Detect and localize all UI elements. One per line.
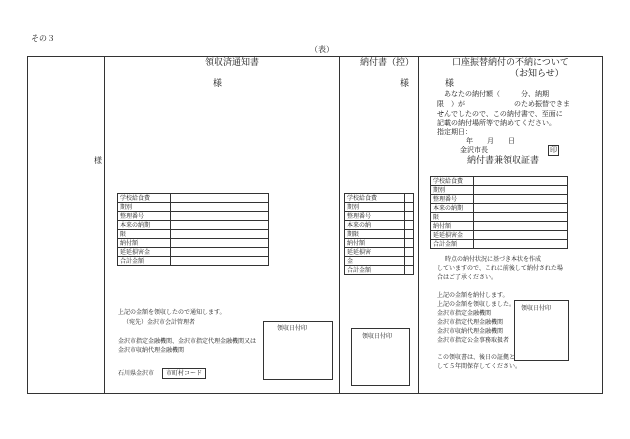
divider-mid — [339, 56, 340, 394]
right-title: 口座振替納付の不納について — [452, 58, 569, 68]
row-label: 学校給食費 — [345, 194, 405, 203]
row-label: 限 — [431, 213, 474, 222]
stub-stamp-label: 領収日付印 — [362, 333, 393, 340]
date-fields: 年 月 日 — [466, 137, 515, 145]
row-label: 金 — [345, 257, 405, 266]
stub-title: 納付書（控） — [360, 58, 415, 68]
right-receipt-table — [430, 176, 568, 249]
front-side-label: （表） — [310, 45, 334, 54]
paid-line-1: 上記の金額を納付します。 — [437, 292, 509, 299]
receipt-notice-title: 領収済通知書 — [205, 58, 260, 68]
body-line-2: 限 ）が のため振替できま — [437, 100, 570, 108]
row-label: 学校給食費 — [431, 177, 474, 186]
row-label: 整理番号 — [431, 195, 474, 204]
stub-sama: 様 — [400, 79, 410, 89]
right-stamp-label: 領収日付印 — [521, 305, 552, 312]
row-label: 学校給食費 — [118, 194, 171, 203]
receipt-stamp-box — [263, 321, 333, 380]
mayor-label: 金沢市長 — [460, 146, 488, 154]
divider-left — [104, 56, 105, 394]
notice-line-2: （宛先）金沢市会計管理者 — [123, 319, 196, 326]
row-label: 延延損害 — [345, 248, 405, 257]
right-sama: 様 — [445, 79, 455, 89]
mayor-seal: 印 — [550, 146, 557, 154]
row-label: 整理番号 — [118, 212, 171, 221]
right-subtitle: （お知らせ） — [510, 69, 564, 79]
row-label: 期別 — [118, 203, 171, 212]
row-label: 期別 — [431, 186, 474, 195]
body-line-3: せんでしたので、この納付書で、至面に — [437, 110, 563, 118]
paid-line-4: 金沢市指定代理金融機関 — [437, 319, 504, 326]
receipt-notice-table — [117, 193, 269, 266]
row-label: 合計金額 — [345, 266, 405, 275]
row-label: 本来の納 — [345, 221, 405, 230]
right-stamp-box — [514, 300, 569, 361]
paid-line-3: 金沢市指定金融機関 — [437, 310, 492, 317]
left-sama: 様 — [94, 156, 102, 165]
receipt-certificate-title: 納付書兼領収証書 — [467, 156, 540, 166]
date-label: 指定期日： — [437, 128, 472, 136]
stub-stamp-box — [351, 328, 410, 386]
body-line-4: 記載の納付場所等で納めてください。 — [437, 119, 556, 127]
bank-line-2: 金沢市収納代理金融機関 — [118, 347, 185, 354]
receipt-notice-sama: 様 — [213, 79, 223, 89]
note-line-2: していますので、これに前後して納付された場 — [437, 265, 563, 272]
paid-line-2: 上記の金額を領収しました。 — [437, 301, 516, 308]
row-label: 期限 — [345, 230, 405, 239]
bank-line-1: 金沢市指定金融機関、金沢市指定代理金融機関又は — [118, 338, 257, 345]
row-label: 本来の納期 — [431, 204, 474, 213]
row-label: 納付額 — [431, 222, 474, 231]
row-label: 整理番号 — [345, 212, 405, 221]
row-label: 納付額 — [118, 239, 171, 248]
notice-line-1: 上記の金額を領収したので通知します。 — [118, 309, 226, 316]
row-label: 延延損害金 — [431, 231, 474, 240]
page-label: その３ — [31, 34, 55, 43]
keep-line-1: この領収書は、後日の証拠と — [437, 354, 516, 361]
row-label: 合計金額 — [118, 257, 171, 266]
row-label: 本来の納期 — [118, 221, 171, 230]
row-label: 期別 — [345, 203, 405, 212]
municipal-code-box: 市町村コード — [162, 368, 206, 379]
receipt-stamp-label: 領収日付印 — [277, 325, 308, 332]
paid-line-6: 金沢市指定公金事務取扱者 — [437, 337, 510, 344]
city-label: 石川県金沢市 — [118, 370, 155, 377]
row-label: 限 — [118, 230, 171, 239]
note-line-3: 合はご了承ください。 — [437, 274, 498, 281]
stub-table — [344, 193, 414, 275]
divider-right — [418, 56, 419, 394]
keep-line-2: して５年間保存してください。 — [437, 363, 522, 370]
paid-line-5: 金沢市収納代理金融機関 — [437, 328, 504, 335]
row-label: 納付額 — [345, 239, 405, 248]
body-line-1: あなたの納付額（ 分、納期 — [444, 90, 549, 98]
note-line-1: 時点の納付状況に基づき本状を作成 — [445, 256, 542, 263]
row-label: 合計金額 — [431, 240, 474, 249]
row-label: 延延損害金 — [118, 248, 171, 257]
